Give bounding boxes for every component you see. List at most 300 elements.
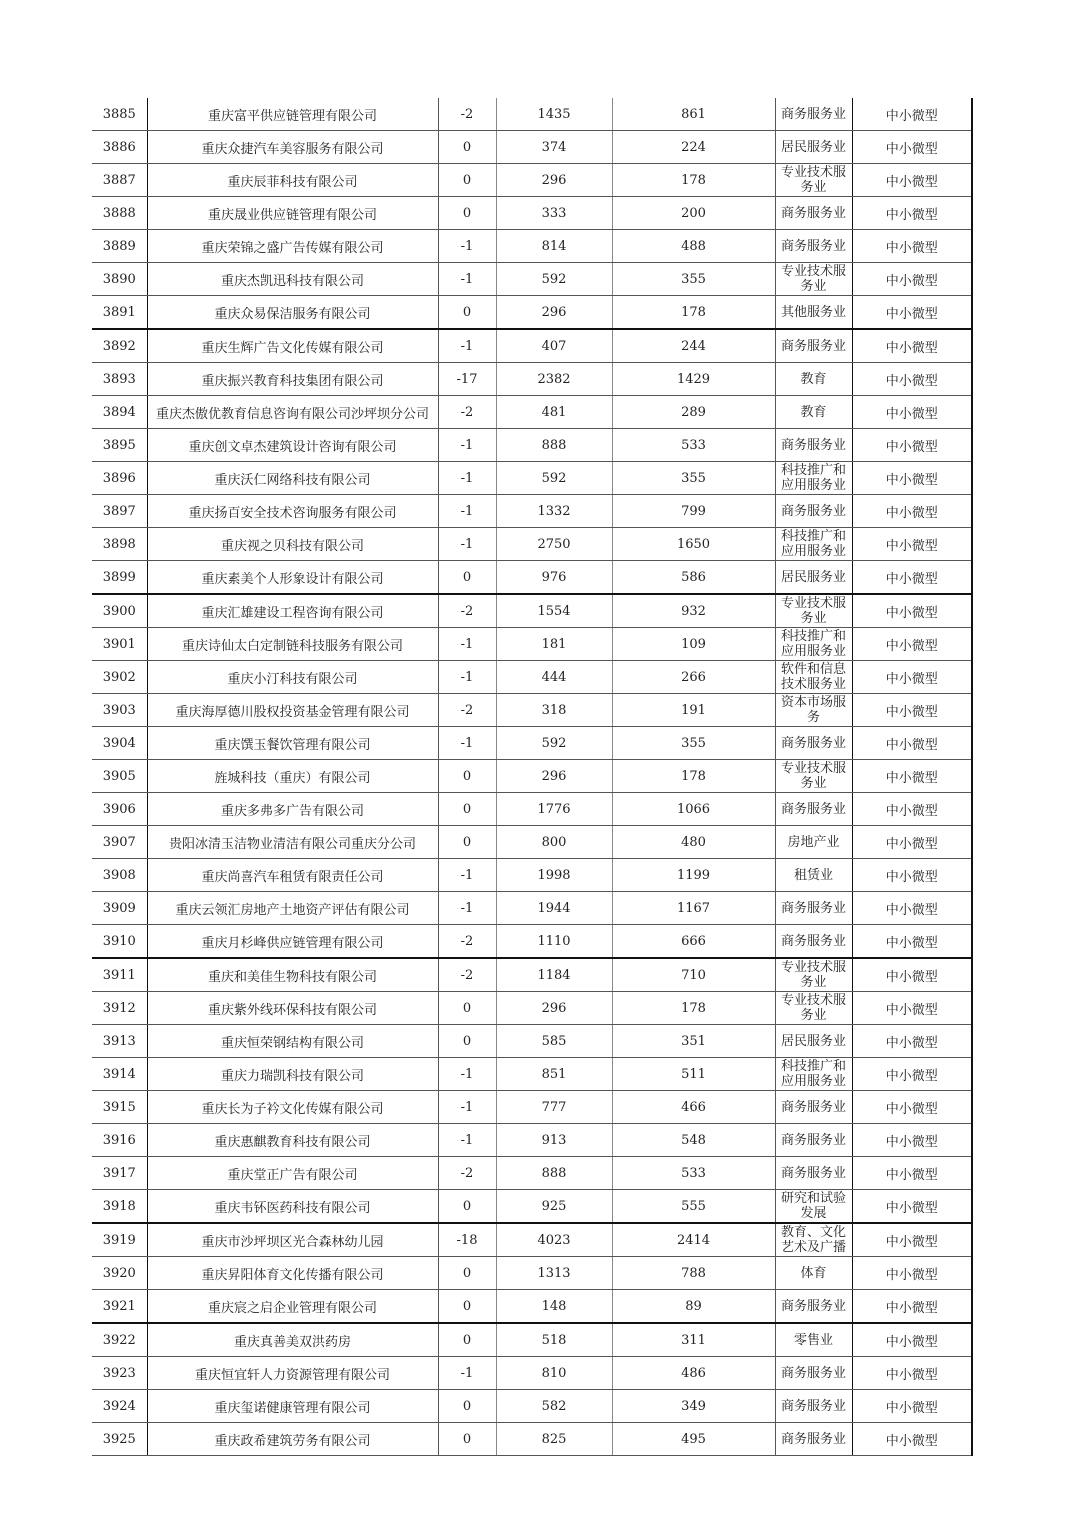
amount-a-cell: 444 — [496, 661, 612, 694]
industry-label: 商务服务业 — [780, 1399, 846, 1414]
industry-label: 商务服务业 — [780, 1166, 846, 1181]
amount-b-cell: 178 — [612, 164, 775, 197]
industry-label: 软件和信息技术服务业 — [780, 662, 846, 692]
row-number-cell: 3909 — [92, 892, 147, 925]
company-name-cell: 重庆多弗多广告有限公司 — [147, 793, 438, 826]
industry-label: 教育 — [800, 372, 827, 387]
row-number-cell: 3921 — [92, 1290, 147, 1324]
company-name-cell: 重庆扬百安全技术咨询服务有限公司 — [147, 495, 438, 528]
industry-label: 科技推广和应用服务业 — [780, 629, 846, 659]
amount-b-cell: 466 — [612, 1091, 775, 1124]
change-value-cell: 0 — [438, 826, 496, 859]
table-row — [92, 1423, 972, 1456]
industry-label: 居民服务业 — [780, 1034, 846, 1049]
amount-a-cell: 925 — [496, 1190, 612, 1224]
table-row — [92, 98, 972, 131]
table-row — [92, 495, 972, 528]
table-row — [92, 561, 972, 595]
company-name-cell: 重庆视之贝科技有限公司 — [147, 528, 438, 561]
industry-cell — [775, 164, 852, 197]
amount-a-cell: 592 — [496, 727, 612, 760]
change-value-cell: 0 — [438, 197, 496, 230]
company-name-cell: 重庆市沙坪坝区光合森林幼儿园 — [147, 1223, 438, 1257]
industry-cell — [775, 495, 852, 528]
industry-label: 商务服务业 — [780, 802, 846, 817]
amount-b-cell: 799 — [612, 495, 775, 528]
company-name-cell: 重庆真善美双洪药房 — [147, 1323, 438, 1357]
amount-a-cell: 1110 — [496, 925, 612, 959]
enterprise-type-cell: 中小微型 — [852, 1223, 972, 1257]
enterprise-type-cell: 中小微型 — [852, 296, 972, 330]
industry-label: 科技推广和应用服务业 — [780, 529, 846, 559]
amount-b-cell: 511 — [612, 1058, 775, 1091]
company-name-cell: 重庆辰菲科技有限公司 — [147, 164, 438, 197]
company-name-cell: 重庆素美个人形象设计有限公司 — [147, 561, 438, 595]
industry-label: 商务服务业 — [780, 239, 846, 254]
table-row — [92, 892, 972, 925]
amount-b-cell: 1429 — [612, 363, 775, 396]
row-number-cell: 3901 — [92, 628, 147, 661]
amount-a-cell: 296 — [496, 164, 612, 197]
row-number-cell: 3920 — [92, 1257, 147, 1290]
row-number-cell: 3913 — [92, 1025, 147, 1058]
row-number-cell: 3915 — [92, 1091, 147, 1124]
row-number-cell: 3902 — [92, 661, 147, 694]
amount-a-cell: 592 — [496, 462, 612, 495]
industry-cell — [775, 1390, 852, 1423]
amount-b-cell: 178 — [612, 992, 775, 1025]
amount-b-cell: 932 — [612, 594, 775, 628]
enterprise-type-cell: 中小微型 — [852, 1423, 972, 1456]
industry-cell — [775, 1190, 852, 1224]
company-name-cell: 重庆云领汇房地产土地资产评估有限公司 — [147, 892, 438, 925]
amount-b-cell: 311 — [612, 1323, 775, 1357]
company-name-cell: 重庆宸之启企业管理有限公司 — [147, 1290, 438, 1324]
row-number-cell: 3922 — [92, 1323, 147, 1357]
change-value-cell: -1 — [438, 727, 496, 760]
industry-cell — [775, 1124, 852, 1157]
row-number-cell: 3919 — [92, 1223, 147, 1257]
amount-a-cell: 1998 — [496, 859, 612, 892]
row-number-cell: 3905 — [92, 760, 147, 793]
change-value-cell: 0 — [438, 793, 496, 826]
enterprise-type-cell: 中小微型 — [852, 528, 972, 561]
company-name-cell: 重庆力瑞凯科技有限公司 — [147, 1058, 438, 1091]
row-number-cell: 3908 — [92, 859, 147, 892]
row-number-cell: 3903 — [92, 694, 147, 727]
row-number-cell: 3910 — [92, 925, 147, 959]
amount-a-cell: 1944 — [496, 892, 612, 925]
industry-cell — [775, 694, 852, 727]
amount-b-cell: 1167 — [612, 892, 775, 925]
industry-cell — [775, 98, 852, 131]
row-number-cell: 3894 — [92, 396, 147, 429]
row-number-cell: 3916 — [92, 1124, 147, 1157]
industry-cell — [775, 1223, 852, 1257]
industry-label: 专业技术服务业 — [780, 761, 846, 791]
change-value-cell: -1 — [438, 528, 496, 561]
company-name-cell: 重庆杰凯迅科技有限公司 — [147, 263, 438, 296]
industry-cell — [775, 727, 852, 760]
change-value-cell: 0 — [438, 1390, 496, 1423]
industry-cell — [775, 1290, 852, 1324]
amount-b-cell: 861 — [612, 98, 775, 131]
enterprise-type-cell: 中小微型 — [852, 793, 972, 826]
amount-a-cell: 582 — [496, 1390, 612, 1423]
company-name-cell: 重庆荣锦之盛广告传媒有限公司 — [147, 230, 438, 263]
company-name-cell: 重庆富平供应链管理有限公司 — [147, 98, 438, 131]
enterprise-type-cell: 中小微型 — [852, 495, 972, 528]
enterprise-table — [92, 98, 973, 1456]
change-value-cell: 0 — [438, 992, 496, 1025]
amount-a-cell: 296 — [496, 760, 612, 793]
table-row — [92, 793, 972, 826]
change-value-cell: 0 — [438, 1423, 496, 1456]
industry-cell — [775, 1025, 852, 1058]
industry-label: 商务服务业 — [780, 1366, 846, 1381]
industry-cell — [775, 1357, 852, 1390]
industry-label: 商务服务业 — [780, 438, 846, 453]
enterprise-type-cell: 中小微型 — [852, 628, 972, 661]
table-row — [92, 727, 972, 760]
company-name-cell: 重庆晟业供应链管理有限公司 — [147, 197, 438, 230]
industry-label: 居民服务业 — [780, 140, 846, 155]
company-name-cell: 重庆韦钚医药科技有限公司 — [147, 1190, 438, 1224]
industry-cell — [775, 628, 852, 661]
change-value-cell: 0 — [438, 1290, 496, 1324]
industry-label: 房地产业 — [787, 835, 840, 850]
change-value-cell: -17 — [438, 363, 496, 396]
amount-b-cell: 480 — [612, 826, 775, 859]
table-row — [92, 1124, 972, 1157]
industry-label: 科技推广和应用服务业 — [780, 463, 846, 493]
table-row — [92, 1357, 972, 1390]
industry-label: 商务服务业 — [780, 934, 846, 949]
change-value-cell: 0 — [438, 561, 496, 595]
industry-label: 教育 — [800, 405, 827, 420]
amount-b-cell: 266 — [612, 661, 775, 694]
amount-b-cell: 1650 — [612, 528, 775, 561]
enterprise-type-cell: 中小微型 — [852, 992, 972, 1025]
change-value-cell: -1 — [438, 1124, 496, 1157]
industry-label: 专业技术服务业 — [780, 596, 846, 626]
change-value-cell: 0 — [438, 164, 496, 197]
company-name-cell: 重庆恒宜轩人力资源管理有限公司 — [147, 1357, 438, 1390]
amount-a-cell: 518 — [496, 1323, 612, 1357]
table-row — [92, 1025, 972, 1058]
company-name-cell: 重庆馔玉餐饮管理有限公司 — [147, 727, 438, 760]
amount-a-cell: 2750 — [496, 528, 612, 561]
industry-cell — [775, 793, 852, 826]
industry-label: 商务服务业 — [780, 1133, 846, 1148]
amount-a-cell: 814 — [496, 230, 612, 263]
amount-b-cell: 200 — [612, 197, 775, 230]
change-value-cell: -1 — [438, 1357, 496, 1390]
table-row — [92, 925, 972, 959]
industry-label: 商务服务业 — [780, 736, 846, 751]
table-row — [92, 396, 972, 429]
amount-a-cell: 1332 — [496, 495, 612, 528]
table-row — [92, 594, 972, 628]
company-name-cell: 重庆紫外线环保科技有限公司 — [147, 992, 438, 1025]
enterprise-type-cell: 中小微型 — [852, 1091, 972, 1124]
row-number-cell: 3899 — [92, 561, 147, 595]
enterprise-type-cell: 中小微型 — [852, 1323, 972, 1357]
enterprise-type-cell: 中小微型 — [852, 1124, 972, 1157]
row-number-cell: 3893 — [92, 363, 147, 396]
amount-a-cell: 181 — [496, 628, 612, 661]
change-value-cell: 0 — [438, 1190, 496, 1224]
row-number-cell: 3914 — [92, 1058, 147, 1091]
row-number-cell: 3906 — [92, 793, 147, 826]
company-name-cell: 旌城科技（重庆）有限公司 — [147, 760, 438, 793]
industry-cell — [775, 859, 852, 892]
table-row — [92, 1223, 972, 1257]
industry-cell — [775, 1323, 852, 1357]
industry-cell — [775, 462, 852, 495]
industry-label: 居民服务业 — [780, 570, 846, 585]
amount-a-cell: 333 — [496, 197, 612, 230]
company-name-cell: 重庆尚喜汽车租赁有限责任公司 — [147, 859, 438, 892]
row-number-cell: 3896 — [92, 462, 147, 495]
industry-label: 教育、文化艺术及广播 — [780, 1225, 846, 1255]
row-number-cell: 3891 — [92, 296, 147, 330]
enterprise-type-cell: 中小微型 — [852, 1157, 972, 1190]
industry-cell — [775, 1058, 852, 1091]
amount-a-cell: 851 — [496, 1058, 612, 1091]
amount-b-cell: 488 — [612, 230, 775, 263]
amount-b-cell: 178 — [612, 296, 775, 330]
table-row — [92, 628, 972, 661]
amount-a-cell: 777 — [496, 1091, 612, 1124]
enterprise-type-cell: 中小微型 — [852, 98, 972, 131]
table-row — [92, 263, 972, 296]
amount-b-cell: 2414 — [612, 1223, 775, 1257]
table-row — [92, 992, 972, 1025]
industry-cell — [775, 396, 852, 429]
row-number-cell: 3924 — [92, 1390, 147, 1423]
table-row — [92, 859, 972, 892]
amount-a-cell: 1184 — [496, 958, 612, 992]
industry-cell — [775, 296, 852, 330]
industry-label: 商务服务业 — [780, 901, 846, 916]
enterprise-type-cell: 中小微型 — [852, 694, 972, 727]
table-row — [92, 694, 972, 727]
industry-cell — [775, 429, 852, 462]
enterprise-type-cell: 中小微型 — [852, 760, 972, 793]
enterprise-type-cell: 中小微型 — [852, 892, 972, 925]
table-row — [92, 760, 972, 793]
enterprise-type-cell: 中小微型 — [852, 1025, 972, 1058]
table-row — [92, 1257, 972, 1290]
company-name-cell: 重庆海厚德川股权投资基金管理有限公司 — [147, 694, 438, 727]
row-number-cell: 3895 — [92, 429, 147, 462]
amount-b-cell: 533 — [612, 429, 775, 462]
change-value-cell: -1 — [438, 329, 496, 363]
enterprise-type-cell: 中小微型 — [852, 197, 972, 230]
change-value-cell: 0 — [438, 296, 496, 330]
row-number-cell: 3912 — [92, 992, 147, 1025]
industry-label: 其他服务业 — [780, 305, 846, 320]
enterprise-type-cell: 中小微型 — [852, 594, 972, 628]
table-row — [92, 1190, 972, 1224]
enterprise-type-cell: 中小微型 — [852, 1357, 972, 1390]
amount-a-cell: 148 — [496, 1290, 612, 1324]
industry-cell — [775, 131, 852, 164]
industry-cell — [775, 528, 852, 561]
industry-cell — [775, 594, 852, 628]
table-body — [92, 98, 972, 1456]
change-value-cell: -1 — [438, 462, 496, 495]
enterprise-type-cell: 中小微型 — [852, 958, 972, 992]
enterprise-type-cell: 中小微型 — [852, 826, 972, 859]
industry-label: 商务服务业 — [780, 1299, 846, 1314]
amount-b-cell: 244 — [612, 329, 775, 363]
amount-a-cell: 1776 — [496, 793, 612, 826]
industry-cell — [775, 992, 852, 1025]
company-name-cell: 重庆小汀科技有限公司 — [147, 661, 438, 694]
table-row — [92, 1157, 972, 1190]
table-row — [92, 958, 972, 992]
industry-cell — [775, 760, 852, 793]
row-number-cell: 3911 — [92, 958, 147, 992]
amount-a-cell: 296 — [496, 296, 612, 330]
amount-a-cell: 810 — [496, 1357, 612, 1390]
amount-b-cell: 224 — [612, 131, 775, 164]
industry-label: 商务服务业 — [780, 206, 846, 221]
company-name-cell: 重庆玺诺健康管理有限公司 — [147, 1390, 438, 1423]
row-number-cell: 3918 — [92, 1190, 147, 1224]
enterprise-type-cell: 中小微型 — [852, 263, 972, 296]
industry-cell — [775, 329, 852, 363]
table-row — [92, 363, 972, 396]
amount-b-cell: 1066 — [612, 793, 775, 826]
amount-b-cell: 533 — [612, 1157, 775, 1190]
row-number-cell: 3923 — [92, 1357, 147, 1390]
table-row — [92, 1390, 972, 1423]
amount-a-cell: 1313 — [496, 1257, 612, 1290]
industry-cell — [775, 925, 852, 959]
amount-b-cell: 355 — [612, 727, 775, 760]
amount-b-cell: 89 — [612, 1290, 775, 1324]
company-name-cell: 重庆杰傲优教育信息咨询有限公司沙坪坝分公司 — [147, 396, 438, 429]
enterprise-type-cell: 中小微型 — [852, 131, 972, 164]
change-value-cell: -1 — [438, 263, 496, 296]
table-row — [92, 1091, 972, 1124]
change-value-cell: -1 — [438, 661, 496, 694]
amount-b-cell: 109 — [612, 628, 775, 661]
company-name-cell: 重庆沃仁网络科技有限公司 — [147, 462, 438, 495]
enterprise-type-cell: 中小微型 — [852, 561, 972, 595]
industry-cell — [775, 230, 852, 263]
table-row — [92, 1058, 972, 1091]
industry-label: 专业技术服务业 — [780, 960, 846, 990]
row-number-cell: 3889 — [92, 230, 147, 263]
company-name-cell: 重庆长为子衿文化传媒有限公司 — [147, 1091, 438, 1124]
table-row — [92, 1323, 972, 1357]
amount-b-cell: 586 — [612, 561, 775, 595]
industry-label: 商务服务业 — [780, 504, 846, 519]
company-name-cell: 重庆政希建筑劳务有限公司 — [147, 1423, 438, 1456]
amount-a-cell: 888 — [496, 1157, 612, 1190]
company-name-cell: 重庆汇雄建设工程咨询有限公司 — [147, 594, 438, 628]
industry-cell — [775, 826, 852, 859]
industry-cell — [775, 197, 852, 230]
company-name-cell: 重庆堂正广告有限公司 — [147, 1157, 438, 1190]
industry-label: 租赁业 — [793, 868, 833, 883]
amount-b-cell: 355 — [612, 462, 775, 495]
company-name-cell: 重庆恒荣钢结构有限公司 — [147, 1025, 438, 1058]
table-row — [92, 826, 972, 859]
change-value-cell: -2 — [438, 98, 496, 131]
company-name-cell: 重庆众易保洁服务有限公司 — [147, 296, 438, 330]
amount-a-cell: 976 — [496, 561, 612, 595]
amount-a-cell: 318 — [496, 694, 612, 727]
company-name-cell: 重庆创文卓杰建筑设计咨询有限公司 — [147, 429, 438, 462]
enterprise-type-cell: 中小微型 — [852, 396, 972, 429]
company-name-cell: 重庆振兴教育科技集团有限公司 — [147, 363, 438, 396]
amount-b-cell: 289 — [612, 396, 775, 429]
table-row — [92, 429, 972, 462]
amount-b-cell: 351 — [612, 1025, 775, 1058]
amount-a-cell: 2382 — [496, 363, 612, 396]
table-row — [92, 1290, 972, 1324]
change-value-cell: 0 — [438, 1323, 496, 1357]
amount-b-cell: 555 — [612, 1190, 775, 1224]
change-value-cell: -2 — [438, 396, 496, 429]
enterprise-type-cell: 中小微型 — [852, 429, 972, 462]
amount-b-cell: 486 — [612, 1357, 775, 1390]
change-value-cell: 0 — [438, 131, 496, 164]
amount-b-cell: 355 — [612, 263, 775, 296]
enterprise-type-cell: 中小微型 — [852, 1290, 972, 1324]
change-value-cell: -1 — [438, 859, 496, 892]
amount-a-cell: 825 — [496, 1423, 612, 1456]
change-value-cell: -1 — [438, 628, 496, 661]
amount-b-cell: 349 — [612, 1390, 775, 1423]
industry-label: 商务服务业 — [780, 107, 846, 122]
industry-label: 研究和试验发展 — [780, 1191, 846, 1221]
row-number-cell: 3897 — [92, 495, 147, 528]
company-name-cell: 重庆月杉峰供应链管理有限公司 — [147, 925, 438, 959]
row-number-cell: 3900 — [92, 594, 147, 628]
amount-b-cell: 710 — [612, 958, 775, 992]
enterprise-type-cell: 中小微型 — [852, 727, 972, 760]
row-number-cell: 3892 — [92, 329, 147, 363]
enterprise-type-cell: 中小微型 — [852, 230, 972, 263]
industry-cell — [775, 1157, 852, 1190]
amount-a-cell: 407 — [496, 329, 612, 363]
enterprise-type-cell: 中小微型 — [852, 329, 972, 363]
industry-label: 商务服务业 — [780, 339, 846, 354]
table-row — [92, 164, 972, 197]
enterprise-type-cell: 中小微型 — [852, 1190, 972, 1224]
amount-a-cell: 888 — [496, 429, 612, 462]
industry-cell — [775, 363, 852, 396]
change-value-cell: -2 — [438, 958, 496, 992]
row-number-cell: 3885 — [92, 98, 147, 131]
company-name-cell: 重庆众捷汽车美容服务有限公司 — [147, 131, 438, 164]
row-number-cell: 3917 — [92, 1157, 147, 1190]
row-number-cell: 3904 — [92, 727, 147, 760]
row-number-cell: 3886 — [92, 131, 147, 164]
change-value-cell: -2 — [438, 694, 496, 727]
amount-a-cell: 1554 — [496, 594, 612, 628]
table-row — [92, 296, 972, 330]
change-value-cell: -1 — [438, 495, 496, 528]
industry-cell — [775, 892, 852, 925]
enterprise-type-cell: 中小微型 — [852, 1257, 972, 1290]
